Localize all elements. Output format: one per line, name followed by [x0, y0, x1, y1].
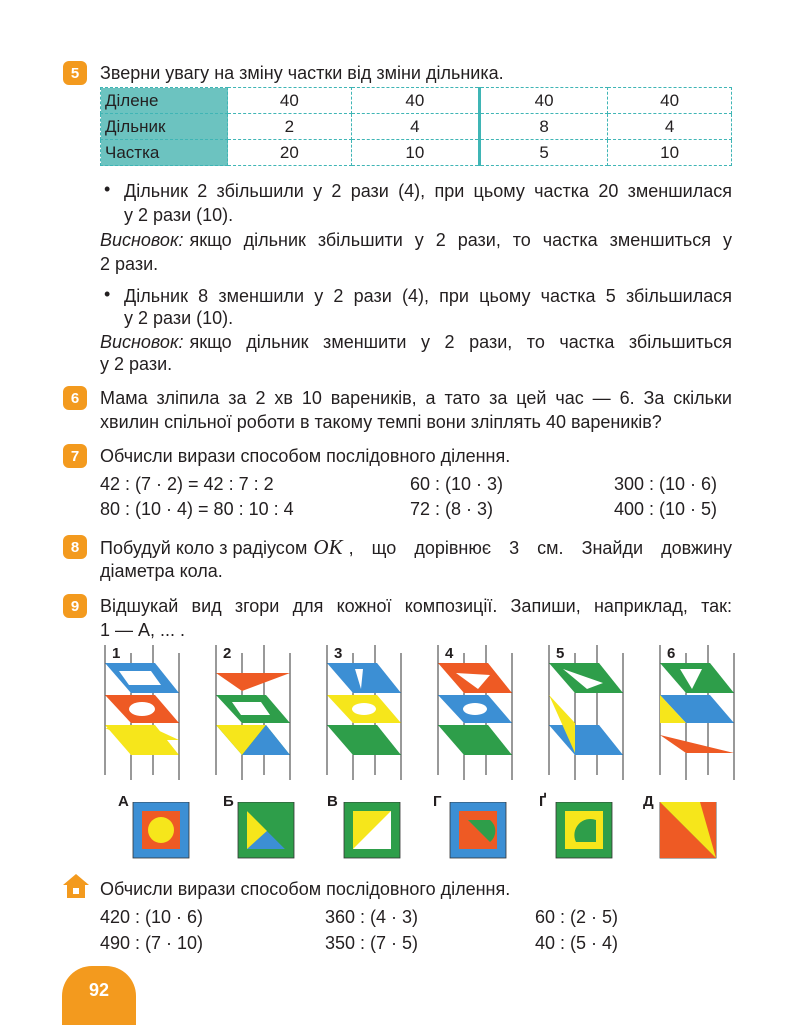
table-cell: 2: [228, 114, 352, 140]
expression: 300 : (10 · 6): [614, 474, 718, 494]
conclusion-1-text: якщо дільник збільшити у 2 рази, то частка зменшиться у: [189, 230, 732, 250]
view-label: Б: [223, 793, 234, 810]
expression: 42 : (7 · 2) = 42 : 7 : 2: [100, 474, 274, 494]
view-v: [344, 802, 400, 858]
expression: 60 : (10 · 3): [410, 474, 504, 494]
table-cell: 4: [608, 114, 732, 140]
table-cell: 40: [479, 88, 607, 114]
segment-ok: OK: [313, 535, 343, 559]
conclusion-1-line-2: 2 рази.: [100, 254, 159, 274]
exercise-5-badge: 5: [63, 61, 87, 85]
composition-2: [216, 645, 290, 780]
exercise-6-line-2: хвилин спільної роботи в такому темпі вони зліплять 40 вареників?: [100, 412, 662, 432]
table-cell: 5: [479, 140, 607, 166]
view-b: [238, 802, 294, 858]
table-cell: 10: [608, 140, 732, 166]
compositions-illustration: [95, 645, 735, 785]
exercise-6-line-1: Мама зліпила за 2 хв 10 вареників, а тато за цей час — 6. За скільки: [100, 388, 732, 408]
view-g: [450, 802, 506, 858]
figure-label: 3: [334, 645, 343, 662]
composition-6: [660, 645, 734, 780]
table-row: [101, 114, 732, 140]
conclusion-2-text: якщо дільник зменшити у 2 рази, то частка збільшиться: [189, 332, 732, 352]
quotient-table: [100, 87, 732, 166]
view-label: Ґ: [539, 793, 547, 810]
view-label: Г: [433, 793, 442, 810]
homework-title: Обчисли вирази способом послідовного ділення.: [100, 879, 511, 899]
table-row: [101, 140, 732, 166]
bullet-2-line-1: Дільник 8 зменшили у 2 рази (4), при цьому частка 5 збільшилася: [124, 286, 732, 306]
table-row: [101, 88, 732, 114]
expression: 400 : (10 · 5): [614, 499, 718, 519]
figure-label: 1: [112, 645, 121, 662]
expression: 60 : (2 · 5): [535, 907, 619, 927]
expression: 360 : (4 · 3): [325, 907, 419, 927]
conclusion-1-line-1: [100, 228, 732, 252]
conclusion-2-line-2: у 2 рази.: [100, 354, 173, 374]
expression: 350 : (7 · 5): [325, 933, 419, 953]
top-views-illustration: [130, 802, 720, 860]
composition-4: [438, 645, 512, 780]
table-cell: 20: [228, 140, 352, 166]
conclusion-2-line-1: [100, 330, 732, 354]
expression: 490 : (7 · 10): [100, 933, 204, 953]
view-label: В: [327, 793, 338, 810]
exercise-8-badge: 8: [63, 535, 87, 559]
composition-5: [549, 645, 623, 780]
figure-label: 5: [556, 645, 565, 662]
bullet-dot: •: [104, 179, 111, 199]
row-label: Частка: [101, 140, 228, 166]
exercise-9-badge: 9: [63, 594, 87, 618]
home-icon: [62, 873, 90, 899]
page-number: 92: [62, 966, 136, 1025]
view-label: Д: [643, 793, 654, 810]
exercise-8-text-a: Побудуй коло з радіусом: [100, 538, 308, 558]
figure-label: 2: [223, 645, 232, 662]
conclusion-word: Висновок:: [100, 230, 184, 250]
bullet-1-line-2: у 2 рази (10).: [124, 205, 234, 225]
expression: 40 : (5 · 4): [535, 933, 619, 953]
bullet-1-line-1: Дільник 2 збільшили у 2 рази (4), при цьому частка 20 зменшилася: [124, 181, 732, 201]
view-d: [660, 802, 716, 858]
row-label: Дільник: [101, 114, 228, 140]
view-label: А: [118, 793, 129, 810]
exercise-9-line-1: Відшукай вид згори для кожної композиції. Запиши, наприклад, так:: [100, 596, 732, 616]
table-cell: 8: [479, 114, 607, 140]
row-label: Ділене: [101, 88, 228, 114]
expression: 420 : (10 · 6): [100, 907, 204, 927]
composition-3: [327, 645, 401, 780]
view-a: [133, 802, 189, 858]
view-g-alt: [556, 802, 612, 858]
bullet-dot: •: [104, 284, 111, 304]
exercise-7-badge: 7: [63, 444, 87, 468]
composition-1: [105, 645, 179, 780]
expression: 72 : (8 · 3): [410, 499, 494, 519]
figure-label: 4: [445, 645, 454, 662]
exercise-7-title: Обчисли вирази способом послідовного ділення.: [100, 446, 511, 466]
exercise-8-line-1: [100, 535, 732, 560]
exercise-5-title: Зверни увагу на зміну частки від зміни дільника.: [100, 63, 504, 83]
exercise-9-line-2: 1 — А, ... .: [100, 620, 186, 640]
table-cell: 40: [351, 88, 479, 114]
figure-label: 6: [667, 645, 676, 662]
exercise-8-text-b: , що дорівнює 3 см. Знайди довжину: [348, 538, 732, 558]
table-cell: 10: [351, 140, 479, 166]
expression: 80 : (10 · 4) = 80 : 10 : 4: [100, 499, 294, 519]
table-cell: 4: [351, 114, 479, 140]
exercise-6-badge: 6: [63, 386, 87, 410]
exercise-8-line-2: діаметра кола.: [100, 561, 223, 581]
conclusion-word: Висновок:: [100, 332, 184, 352]
table-cell: 40: [228, 88, 352, 114]
bullet-2-line-2: у 2 рази (10).: [124, 308, 234, 328]
table-cell: 40: [608, 88, 732, 114]
